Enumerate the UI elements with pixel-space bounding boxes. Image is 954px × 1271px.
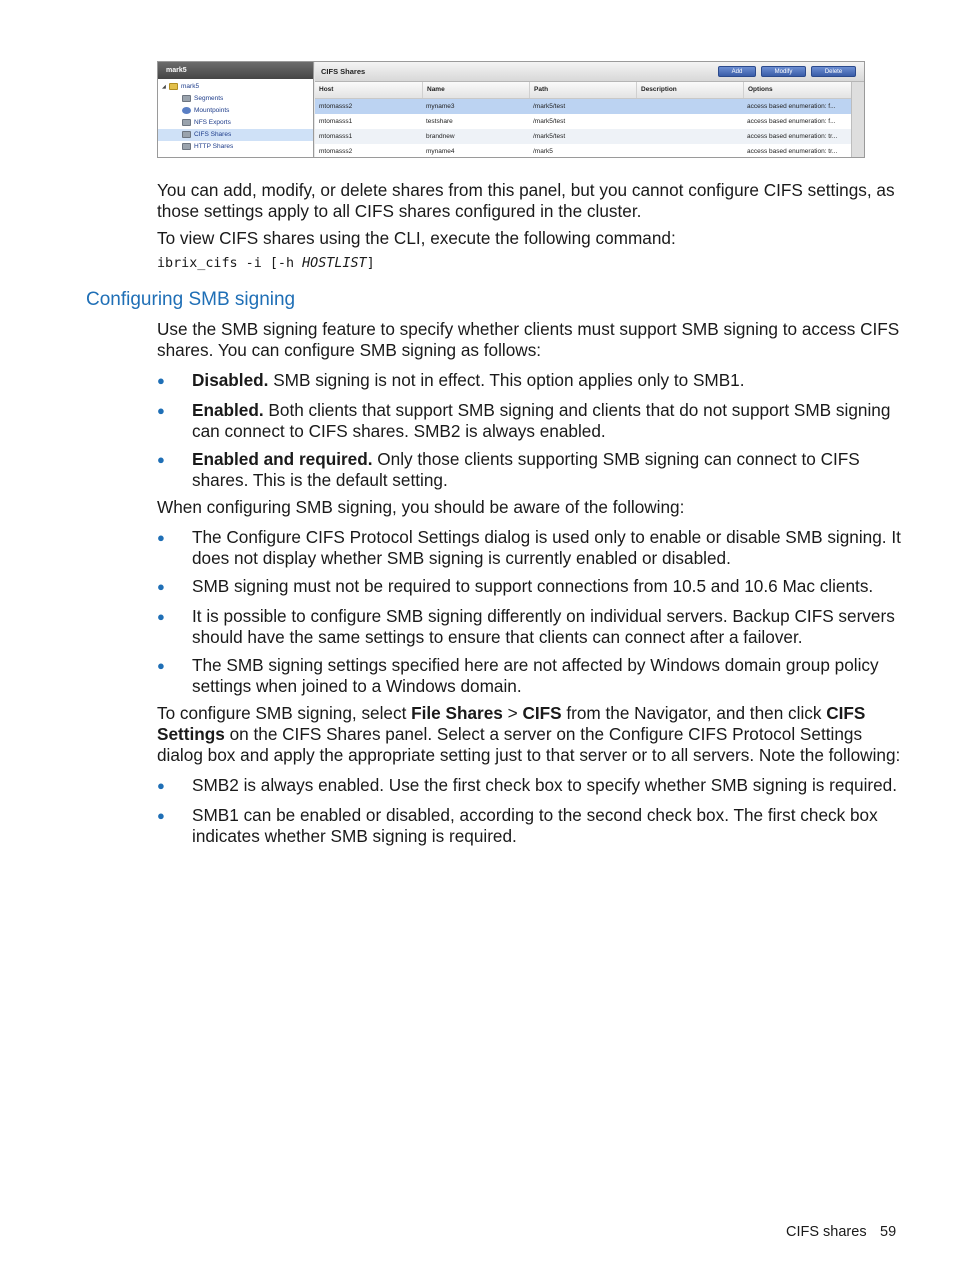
tree-item-nfs-exports[interactable] xyxy=(158,117,313,129)
bullet-icon: ● xyxy=(157,808,165,823)
mountpoint-icon xyxy=(182,107,191,114)
bullet-icon: ● xyxy=(157,778,165,793)
cell-description xyxy=(636,114,743,129)
panel-title: CIFS Shares xyxy=(321,67,366,76)
bullet-icon: ● xyxy=(157,373,165,388)
tree-item-label: CIFS Shares xyxy=(194,131,232,138)
tree-item-label: Segments xyxy=(194,95,224,102)
option-description: Both clients that support SMB signing and clients that do not support SMB signing can connect to CIFS shares. SMB2 is always enabled. xyxy=(192,400,891,441)
cell-name: myname4 xyxy=(426,148,455,155)
delete-button[interactable]: Delete xyxy=(811,66,856,77)
table-scrollbar[interactable] xyxy=(851,82,864,157)
tree-item-http-shares[interactable] xyxy=(158,141,313,153)
panel-header xyxy=(315,62,864,82)
bullet-icon: ● xyxy=(157,530,165,545)
footer-section-title: CIFS shares xyxy=(786,1224,867,1240)
folder-icon xyxy=(169,83,178,90)
section-heading: Configuring SMB signing xyxy=(86,289,296,310)
table-row[interactable] xyxy=(315,129,852,145)
cell-name: testshare xyxy=(426,118,453,125)
table-row[interactable] xyxy=(315,144,852,158)
tree-item-cifs-shares[interactable] xyxy=(158,129,313,141)
column-header-options[interactable]: Options xyxy=(743,82,853,98)
cli-instruction: To view CIFS shares using the CLI, execute the following command: xyxy=(157,228,676,248)
cli-command xyxy=(157,254,375,274)
command-text: ibrix_cifs -i [-h xyxy=(157,256,303,271)
column-header-path[interactable]: Path xyxy=(529,82,636,98)
note-text: The Configure CIFS Protocol Settings dialog is used only to enable or disable SMB signing. It does not display whether SMB signing is currently enabled or disabled. xyxy=(192,527,901,568)
bullet-icon: ● xyxy=(157,658,165,673)
tree-item-label: HTTP Shares xyxy=(194,143,234,150)
cell-path: /mark5/test xyxy=(533,133,566,140)
cell-name: myname3 xyxy=(426,103,455,110)
cell-options: access based enumeration: f... xyxy=(747,118,836,125)
command-suffix: ] xyxy=(366,256,375,271)
cifs-settings-button-name: CIFS Settings xyxy=(157,703,866,744)
menu-cifs: CIFS xyxy=(522,703,562,723)
share-icon xyxy=(182,119,191,126)
bullet-icon: ● xyxy=(157,609,165,624)
cell-path: /mark5 xyxy=(533,148,553,155)
configure-paragraph xyxy=(157,703,902,766)
cell-description xyxy=(636,144,743,158)
cell-description xyxy=(636,99,743,114)
option-term: Enabled and required. xyxy=(192,449,373,469)
page-number: 59 xyxy=(880,1224,897,1240)
cell-description xyxy=(636,129,743,144)
table-row[interactable] xyxy=(315,99,852,115)
note-text: It is possible to configure SMB signing differently on individual servers. Backup CIFS servers should have the same settings to ensure that clients can connect after a failover. xyxy=(192,606,895,647)
cell-options: access based enumeration: f... xyxy=(747,103,836,110)
menu-file-shares: File Shares xyxy=(411,703,503,723)
tree-item-label: mark5 xyxy=(181,83,200,90)
column-header-name[interactable]: Name xyxy=(422,82,529,98)
option-term: Disabled. xyxy=(192,370,269,390)
modify-button[interactable]: Modify xyxy=(761,66,806,77)
segments-icon xyxy=(182,95,191,102)
bullet-icon: ● xyxy=(157,452,165,467)
add-button[interactable]: Add xyxy=(718,66,756,77)
configure-text: > xyxy=(502,703,523,723)
note-text: SMB2 is always enabled. Use the first check box to specify whether SMB signing is required. xyxy=(192,775,898,795)
expand-arrow-icon[interactable]: ◢ xyxy=(162,84,166,90)
cell-host: mtomasss1 xyxy=(319,133,353,140)
bullet-icon: ● xyxy=(157,403,165,418)
cell-host: mtomasss2 xyxy=(319,148,353,155)
navigator-header: mark5 xyxy=(158,62,313,79)
cell-host: mtomasss1 xyxy=(319,118,353,125)
cifs-shares-screenshot xyxy=(157,61,865,158)
option-term: Enabled. xyxy=(192,400,264,420)
tree-item-segments[interactable] xyxy=(158,93,313,105)
configure-text: To configure SMB signing, select xyxy=(157,703,412,723)
option-description: SMB signing is not in effect. This option applies only to SMB1. xyxy=(268,370,745,390)
configure-text: from the Navigator, and then click xyxy=(561,703,827,723)
tree-item-label: NFS Exports xyxy=(194,119,231,126)
intro-paragraph: You can add, modify, or delete shares from this panel, but you cannot configure CIFS settings, as those settings apply to all CIFS shares configured in the cluster. xyxy=(157,180,895,221)
tree-item-mark5[interactable] xyxy=(158,81,313,93)
command-argument: HOSTLIST xyxy=(302,256,367,271)
tree-item-label: Mountpoints xyxy=(194,107,230,114)
share-icon xyxy=(182,131,191,138)
note-text: SMB1 can be enabled or disabled, according to the second check box. The first check box indicates whether SMB signing is required. xyxy=(192,805,878,846)
cell-options: access based enumeration: tr... xyxy=(747,133,838,140)
cell-name: brandnew xyxy=(426,133,455,140)
table-header xyxy=(315,82,852,99)
table-row[interactable] xyxy=(315,114,852,130)
cifs-shares-panel xyxy=(315,62,864,157)
navigator-panel xyxy=(158,62,314,157)
cell-path: /mark5/test xyxy=(533,118,566,125)
cell-options: access based enumeration: tr... xyxy=(747,148,838,155)
section-intro: Use the SMB signing feature to specify whether clients must support SMB signing to access CIFS shares. You can configure SMB signing as follows: xyxy=(157,319,900,360)
note-text: SMB signing must not be required to support connections from 10.5 and 10.6 Mac clients. xyxy=(192,576,874,596)
option-description: Only those clients supporting SMB signing can connect to CIFS shares. This is the default setting. xyxy=(192,449,860,490)
share-icon xyxy=(182,143,191,150)
column-header-host[interactable]: Host xyxy=(319,86,334,93)
awareness-paragraph: When configuring SMB signing, you should be aware of the following: xyxy=(157,497,685,517)
cell-host: mtomasss2 xyxy=(319,103,353,110)
configure-text: on the CIFS Shares panel. Select a server on the Configure CIFS Protocol Settings dialog box and apply the appropriate setting just to that server or to all servers. Note the following: xyxy=(157,724,901,765)
note-text: The SMB signing settings specified here are not affected by Windows domain group policy settings when joined to a Windows domain. xyxy=(192,655,879,696)
bullet-icon: ● xyxy=(157,579,165,594)
tree-item-mountpoints[interactable] xyxy=(158,105,313,117)
cell-path: /mark5/test xyxy=(533,103,566,110)
column-header-description[interactable]: Description xyxy=(636,82,743,98)
